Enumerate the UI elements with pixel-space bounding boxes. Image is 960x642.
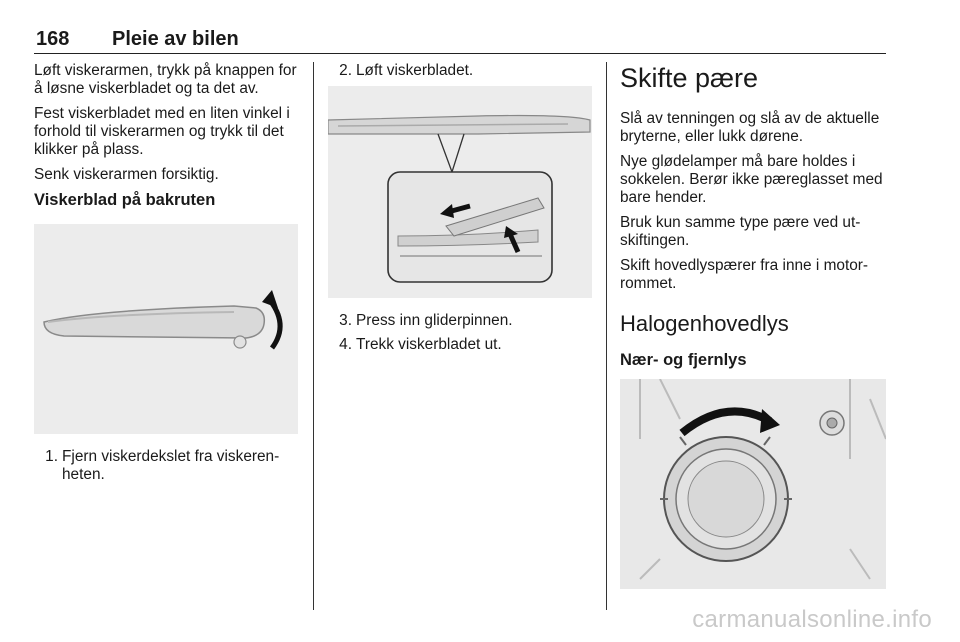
column-1	[34, 62, 300, 490]
section-heading-halogen: Halogenhovedlys	[620, 311, 789, 336]
step-2: 2. Løft viskerbladet.	[339, 62, 474, 79]
paragraph-lower-arm: Senk viskerarmen forsiktig.	[34, 166, 219, 183]
column-divider-2	[606, 62, 607, 610]
rear-wiper-illustration	[34, 224, 298, 434]
paragraph-handle-bulbs: Nye glødelamper må bare holdes i sokkelen. Berør ikke pæreglasset med bare hender.	[620, 153, 883, 206]
column-divider-1	[313, 62, 314, 610]
step-3: 3. Press inn gliderpinnen.	[339, 312, 513, 329]
paragraph-remove-blade: Løft viskerarmen, trykk på knappen for å løsne viskerbladet og ta det av.	[34, 62, 297, 97]
header-rule	[34, 53, 886, 54]
page-number: 168	[36, 28, 70, 50]
section-heading-rear-wiper: Viskerblad på bakruten	[34, 191, 216, 209]
step-4: 4. Trekk viskerbladet ut.	[339, 336, 502, 353]
paragraph-ignition-off: Slå av tenningen og slå av de aktuelle bryterne, eller lukk dørene.	[620, 110, 880, 145]
column-2	[328, 62, 594, 360]
section-title-bulb-replacement: Skifte pære	[620, 63, 759, 93]
page-header	[34, 24, 886, 54]
column-3	[620, 62, 888, 589]
wiper-blade-detail-illustration	[328, 86, 592, 298]
watermark: carmanualsonline.info	[692, 606, 932, 633]
page-title: Pleie av bilen	[112, 28, 239, 50]
paragraph-same-type: Bruk kun samme type pære ved ut-skiftingen.	[620, 214, 861, 249]
paragraph-engine-compartment: Skift hovedlyspærer fra inne i motor-rommet.	[620, 257, 869, 292]
step-1: 1. Fjern viskerdekslet fra viskeren-heten.	[45, 448, 280, 483]
headlamp-cover-illustration	[620, 379, 886, 589]
subheading-low-high-beam: Nær- og fjernlys	[620, 351, 747, 369]
paragraph-attach-blade: Fest viskerbladet med en liten vinkel i forhold til viskerarmen og trykk til det klikker på plass.	[34, 105, 290, 158]
